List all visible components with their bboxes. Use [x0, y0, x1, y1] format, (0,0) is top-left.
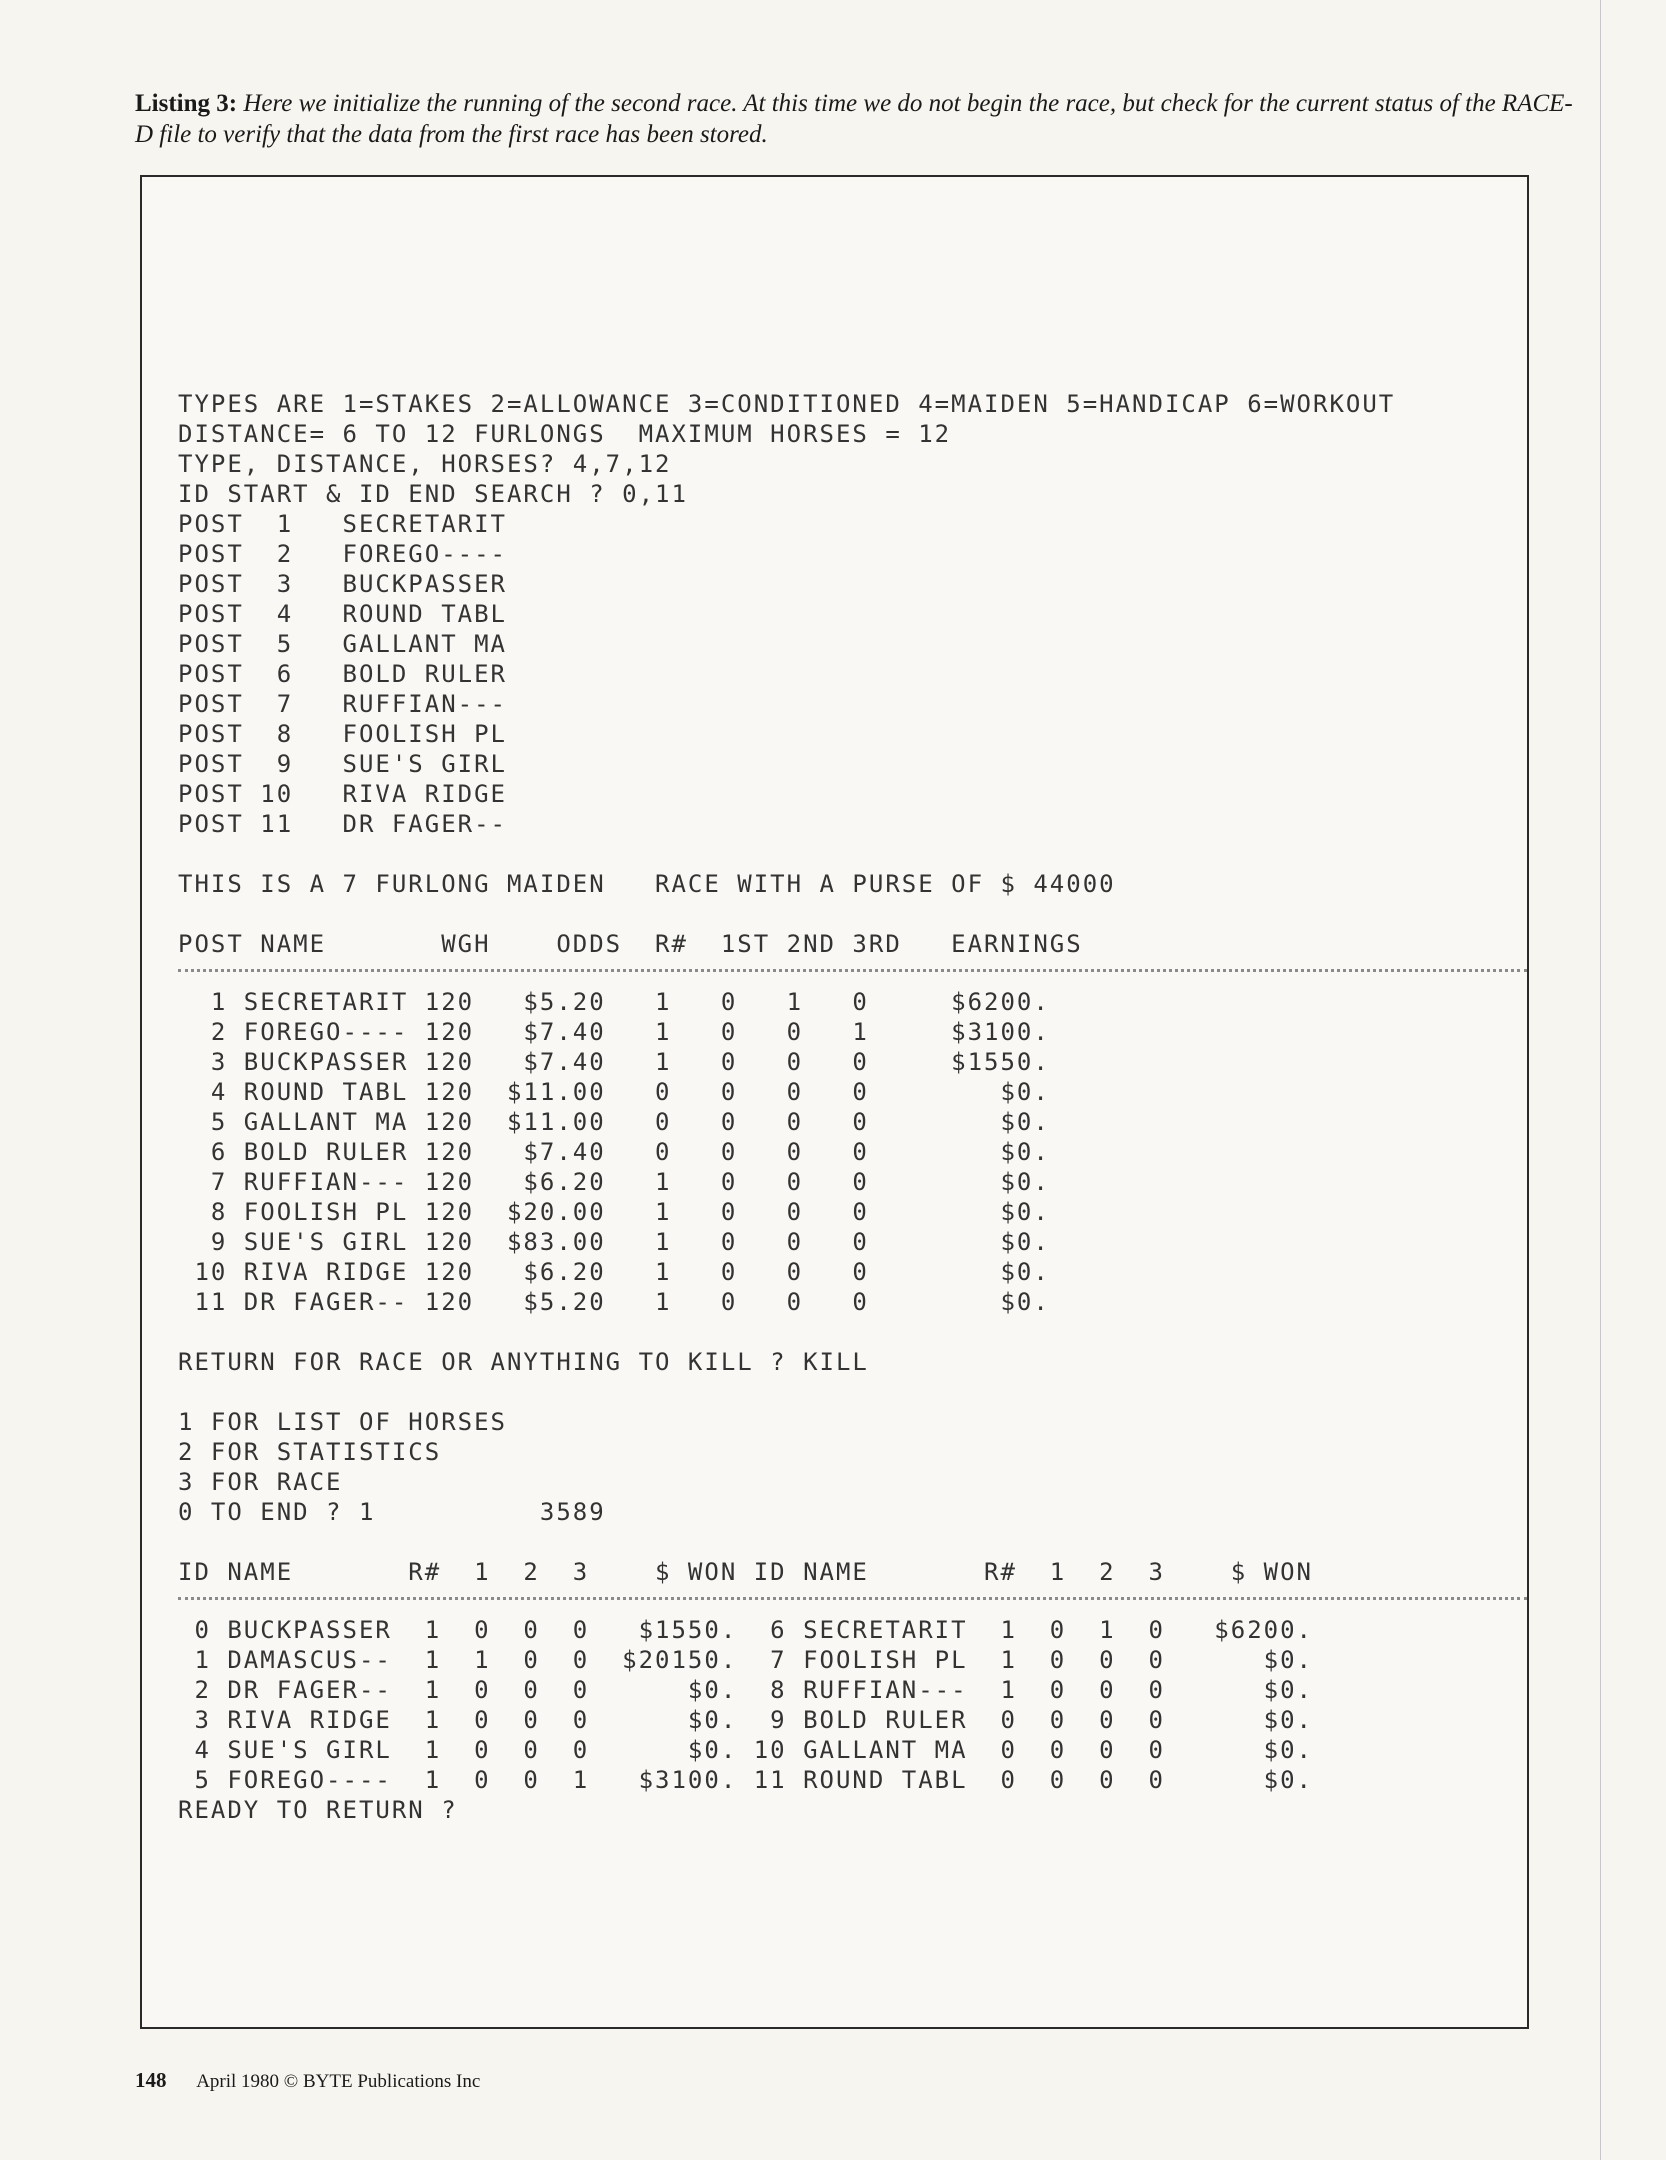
stats-table-separator: [178, 1597, 1527, 1603]
caption-text: Here we initialize the running of the second race. At this time we do not begin the race, but check for the current status of the RACE-D file to verify that the data from the first race has been stored.: [135, 90, 1573, 148]
ready-prompt: READY TO RETURN ?: [178, 1796, 458, 1824]
blank-line: [178, 839, 1527, 869]
race-table-row: 5 GALLANT MA 120 $11.00 0 0 0 0 $0.: [178, 1108, 1050, 1136]
race-table-row: 1 SECRETARIT 120 $5.20 1 0 1 0 $6200.: [178, 988, 1050, 1016]
return-prompt: RETURN FOR RACE OR ANYTHING TO KILL ? KILL: [178, 1348, 869, 1376]
post-line: POST 3 BUCKPASSER: [178, 570, 507, 598]
blank-line: [178, 1527, 1527, 1557]
terminal-output: [178, 389, 1527, 1825]
blank-line: [178, 1317, 1527, 1347]
post-line: POST 7 RUFFIAN---: [178, 690, 507, 718]
blank-line: [178, 1377, 1527, 1407]
race-description: THIS IS A 7 FURLONG MAIDEN RACE WITH A PURSE OF $ 44000: [178, 870, 1116, 898]
post-line: POST 9 SUE'S GIRL: [178, 750, 507, 778]
header-line: DISTANCE= 6 TO 12 FURLONGS MAXIMUM HORSES = 12: [178, 420, 952, 448]
post-line: POST 5 GALLANT MA: [178, 630, 507, 658]
post-line: POST 8 FOOLISH PL: [178, 720, 507, 748]
stats-table-row: 0 BUCKPASSER 1 0 0 0 $1550. 6 SECRETARIT 1 0 1 0 $6200.: [178, 1616, 1313, 1644]
caption-lead: Listing 3:: [135, 90, 238, 117]
listing-box: [140, 175, 1529, 2029]
header-line: TYPES ARE 1=STAKES 2=ALLOWANCE 3=CONDITIONED 4=MAIDEN 5=HANDICAP 6=WORKOUT: [178, 390, 1396, 418]
header-lines: [178, 389, 1527, 509]
race-table-row: 3 BUCKPASSER 120 $7.40 1 0 0 0 $1550.: [178, 1048, 1050, 1076]
post-list: [178, 509, 1527, 839]
race-table-separator: [178, 969, 1527, 975]
stats-table-row: 4 SUE'S GIRL 1 0 0 0 $0. 10 GALLANT MA 0 0 0 0 $0.: [178, 1736, 1313, 1764]
post-line: POST 6 BOLD RULER: [178, 660, 507, 688]
blank-line: [178, 899, 1527, 929]
post-line: POST 10 RIVA RIDGE: [178, 780, 507, 808]
post-line: POST 2 FOREGO----: [178, 540, 507, 568]
race-table-row: 11 DR FAGER-- 120 $5.20 1 0 0 0 $0.: [178, 1288, 1050, 1316]
race-table-row: 9 SUE'S GIRL 120 $83.00 1 0 0 0 $0.: [178, 1228, 1050, 1256]
page-footer: [135, 2068, 480, 2093]
post-line: POST 1 SECRETARIT: [178, 510, 507, 538]
race-table: [178, 987, 1527, 1317]
post-line: POST 4 ROUND TABL: [178, 600, 507, 628]
stats-table-row: 3 RIVA RIDGE 1 0 0 0 $0. 9 BOLD RULER 0 0 0 0 $0.: [178, 1706, 1313, 1734]
publication-info: April 1980 © BYTE Publications Inc: [196, 2071, 481, 2092]
race-table-header: POST NAME WGH ODDS R# 1ST 2ND 3RD EARNINGS: [178, 930, 1083, 958]
race-table-row: 8 FOOLISH PL 120 $20.00 1 0 0 0 $0.: [178, 1198, 1050, 1226]
header-line: TYPE, DISTANCE, HORSES? 4,7,12: [178, 450, 672, 478]
stats-table-row: 1 DAMASCUS-- 1 1 0 0 $20150. 7 FOOLISH PL 1 0 0 0 $0.: [178, 1646, 1313, 1674]
post-line: POST 11 DR FAGER--: [178, 810, 507, 838]
menu-lines: [178, 1407, 1527, 1527]
menu-line: 3 FOR RACE: [178, 1468, 343, 1496]
page-edge-line: [1600, 0, 1601, 2160]
race-table-row: 7 RUFFIAN--- 120 $6.20 1 0 0 0 $0.: [178, 1168, 1050, 1196]
race-table-row: 10 RIVA RIDGE 120 $6.20 1 0 0 0 $0.: [178, 1258, 1050, 1286]
stats-table-header: ID NAME R# 1 2 3 $ WON ID NAME R# 1 2 3 $ WON: [178, 1558, 1313, 1586]
stats-table-row: 2 DR FAGER-- 1 0 0 0 $0. 8 RUFFIAN--- 1 0 0 0 $0.: [178, 1676, 1313, 1704]
race-table-row: 4 ROUND TABL 120 $11.00 0 0 0 0 $0.: [178, 1078, 1050, 1106]
menu-line: 2 FOR STATISTICS: [178, 1438, 442, 1466]
menu-line: 1 FOR LIST OF HORSES: [178, 1408, 507, 1436]
race-table-row: 6 BOLD RULER 120 $7.40 0 0 0 0 $0.: [178, 1138, 1050, 1166]
stats-table: [178, 1615, 1527, 1795]
menu-line: 0 TO END ? 1 3589: [178, 1498, 606, 1526]
page-number: 148: [135, 2068, 167, 2092]
race-table-row: 2 FOREGO---- 120 $7.40 1 0 0 1 $3100.: [178, 1018, 1050, 1046]
header-line: ID START & ID END SEARCH ? 0,11: [178, 480, 688, 508]
listing-caption: [135, 88, 1575, 150]
stats-table-row: 5 FOREGO---- 1 0 0 1 $3100. 11 ROUND TABL 0 0 0 0 $0.: [178, 1766, 1313, 1794]
